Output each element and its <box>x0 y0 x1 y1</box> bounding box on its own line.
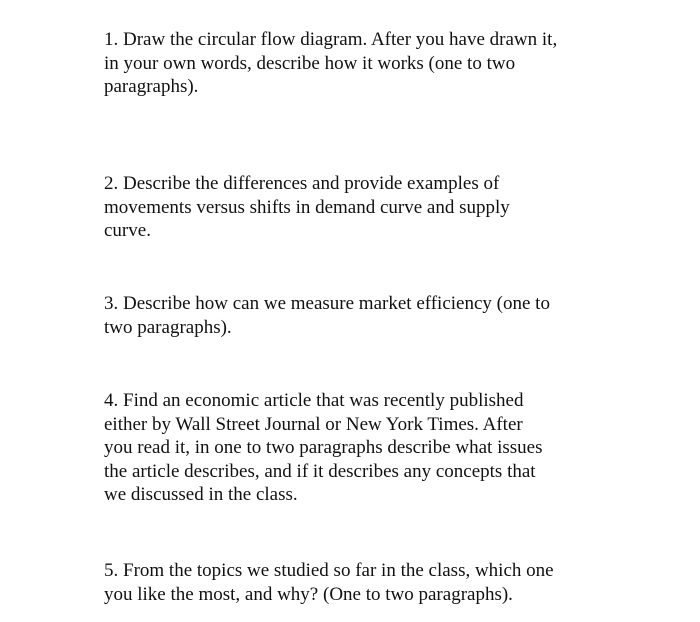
question-5-line: you like the most, and why? (One to two paragraphs). <box>104 583 513 605</box>
question-5 <box>104 559 614 606</box>
question-1 <box>104 28 614 99</box>
question-4 <box>104 389 614 507</box>
question-2-line: 2. Describe the differences and provide examples of <box>104 173 500 194</box>
question-1-line: paragraphs). <box>104 76 199 97</box>
question-2 <box>104 172 614 243</box>
question-3-line: two paragraphs). <box>104 316 232 338</box>
question-1-line: in your own words, describe how it works (one to two <box>104 52 516 74</box>
question-1-line: 1. Draw the circular flow diagram. After you have drawn it, <box>104 29 558 50</box>
question-2-line: movements versus shifts in demand curve and supply <box>104 196 510 218</box>
question-3-line: 3. Describe how can we measure market efficiency (one to <box>104 293 550 314</box>
question-4-line: we discussed in the class. <box>104 484 298 505</box>
question-4-line: you read it, in one to two paragraphs describe what issues <box>104 437 543 458</box>
question-4-line: 4. Find an economic article that was recently published <box>104 390 524 411</box>
question-5-line: 5. From the topics we studied so far in the class, which one <box>104 560 554 581</box>
question-4-line: the article describes, and if it describes any concepts that <box>104 460 536 482</box>
question-4-line: either by Wall Street Journal or New York Times. After <box>104 413 523 435</box>
question-3 <box>104 292 614 339</box>
question-2-line: curve. <box>104 220 151 241</box>
